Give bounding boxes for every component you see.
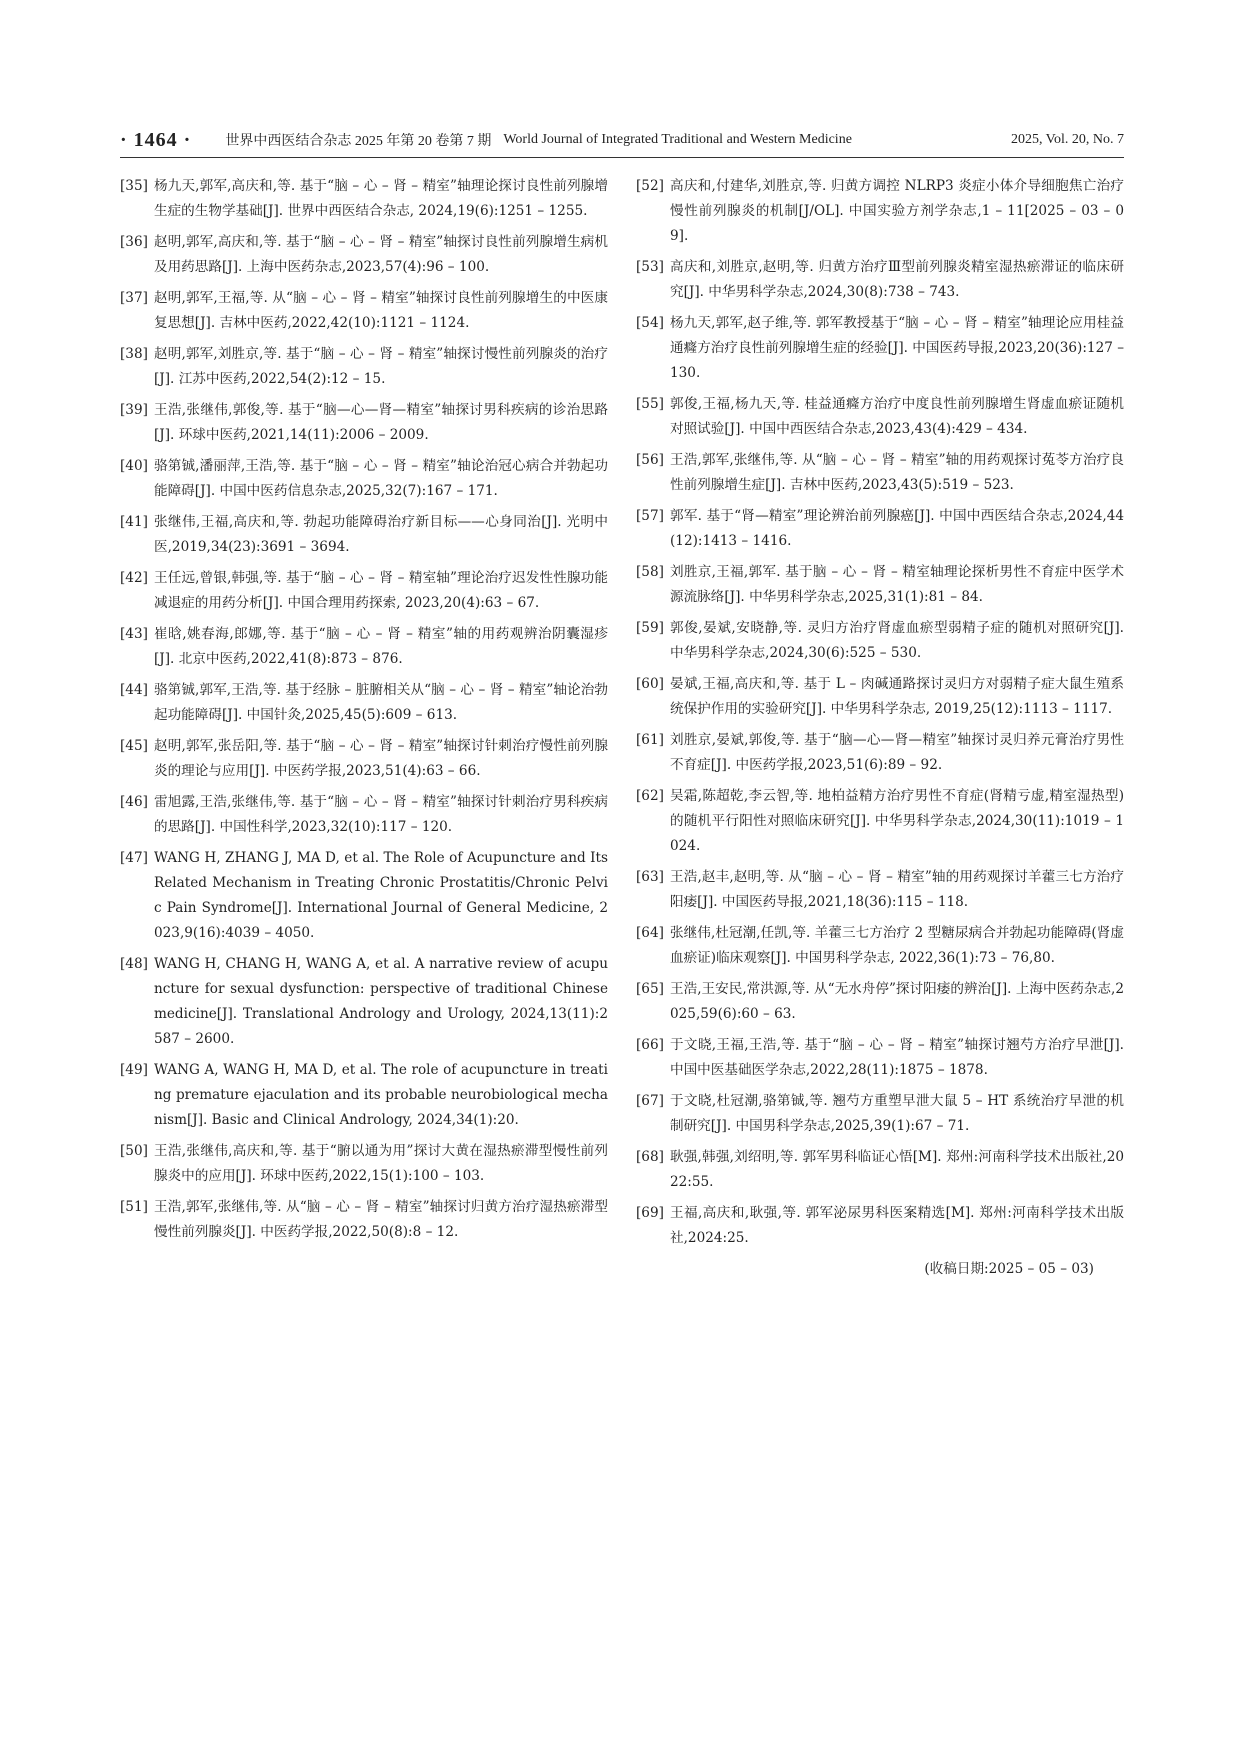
reference-item (636, 392, 1124, 442)
reference-number: [65] (636, 981, 664, 997)
references-left-column (120, 174, 608, 1251)
journal-title-en: World Journal of Integrated Traditional and Western Medicine (503, 132, 852, 147)
reference-item (120, 286, 608, 336)
reference-item (120, 678, 608, 728)
reference-number: [47] (120, 850, 148, 866)
reference-text: 王浩,郭军,张继伟,等. 从“脑 – 心 – 肾 – 精室”轴的用药观探讨菟苓方治疗良性前列腺增生症[J]. 吉林中医药,2023,43(5):519 – 523. (670, 452, 1124, 493)
reference-number: [51] (120, 1199, 148, 1215)
reference-item (636, 311, 1124, 386)
reference-number: [57] (636, 508, 664, 524)
reference-item (120, 1139, 608, 1189)
reference-text: 吴霜,陈超乾,李云智,等. 地柏益精方治疗男性不育症(肾精亏虚,精室湿热型)的随机平行阳性对照临床研究[J]. 中华男科学杂志,2024,30(11):1019 – 1024. (670, 788, 1124, 854)
reference-text: WANG H, CHANG H, WANG A, et al. A narrative review of acupuncture for sexual dysfunction: perspective of traditional Chinese medicine[J]. Translational Andrology and Urology, 2024,13(11):2587 – 2600. (154, 956, 608, 1047)
reference-number: [49] (120, 1062, 148, 1078)
reference-text: 赵明,郭军,刘胜京,等. 基于“脑 – 心 – 肾 – 精室”轴探讨慢性前列腺炎的治疗[J]. 江苏中医药,2022,54(2):12 – 15. (154, 346, 608, 387)
reference-text: 崔晗,姚春海,郎娜,等. 基于“脑 – 心 – 肾 – 精室”轴的用药观辨治阴囊湿疹[J]. 北京中医药,2022,41(8):873 – 876. (154, 626, 608, 667)
reference-text: WANG H, ZHANG J, MA D, et al. The Role of Acupuncture and Its Related Mechanism in Treating Chronic Prostatitis/Chronic Pelvic Pain Syndrome[J]. International Journal of General Medicine, 2023,9(16):4039 – 4050. (154, 850, 608, 941)
reference-text: 赵明,郭军,高庆和,等. 基于“脑 – 心 – 肾 – 精室”轴探讨良性前列腺增生病机及用药思路[J]. 上海中医药杂志,2023,57(4):96 – 100. (154, 234, 608, 275)
reference-text: 刘胜京,晏斌,郭俊,等. 基于“脑—心—肾—精室”轴探讨灵归养元膏治疗男性不育症[J]. 中医药学报,2023,51(6):89 – 92. (670, 732, 1124, 773)
reference-number: [60] (636, 676, 664, 692)
reference-item (636, 560, 1124, 610)
reference-text: 晏斌,王福,高庆和,等. 基于 L – 肉碱通路探讨灵归方对弱精子症大鼠生殖系统保护作用的实验研究[J]. 中华男科学杂志, 2019,25(12):1113 – 1117. (670, 676, 1124, 717)
reference-text: 王浩,郭军,张继伟,等. 从“脑 – 心 – 肾 – 精室”轴探讨归黄方治疗湿热瘀滞型慢性前列腺炎[J]. 中医药学报,2022,50(8):8 – 12. (154, 1199, 608, 1240)
reference-text: 王任远,曾银,韩强,等. 基于“脑 – 心 – 肾 – 精室轴”理论治疗迟发性性腺功能减退症的用药分析[J]. 中国合理用药探索, 2023,20(4):63 – 67. (154, 570, 608, 611)
reference-item (120, 566, 608, 616)
reference-number: [39] (120, 402, 148, 418)
reference-item (120, 1195, 608, 1245)
reference-text: 高庆和,付建华,刘胜京,等. 归黄方调控 NLRP3 炎症小体介导细胞焦亡治疗慢性前列腺炎的机制[J/OL]. 中国实验方剂学杂志,1 – 11[2025 – 03 – 09]. (670, 178, 1124, 244)
reference-text: 雷旭露,王浩,张继伟,等. 基于“脑 – 心 – 肾 – 精室”轴探讨针刺治疗男科疾病的思路[J]. 中国性科学,2023,32(10):117 – 120. (154, 794, 608, 835)
reference-text: 郭俊,王福,杨九天,等. 桂益通癃方治疗中度良性前列腺增生肾虚血瘀证随机对照试验[J]. 中国中西医结合杂志,2023,43(4):429 – 434. (670, 396, 1124, 437)
reference-item (120, 174, 608, 224)
reference-number: [46] (120, 794, 148, 810)
reference-number: [38] (120, 346, 148, 362)
reference-number: [66] (636, 1037, 664, 1053)
reference-item (120, 510, 608, 560)
reference-number: [54] (636, 315, 664, 331)
reference-text: 郭俊,晏斌,安晓静,等. 灵归方治疗肾虚血瘀型弱精子症的随机对照研究[J]. 中华男科学杂志,2024,30(6):525 – 530. (670, 620, 1124, 661)
reference-number: [42] (120, 570, 148, 586)
page-number: · 1464 · (120, 128, 192, 151)
reference-number: [36] (120, 234, 148, 250)
running-header (120, 125, 1124, 155)
received-date: (收稿日期:2025 – 05 – 03) (924, 1261, 1094, 1277)
reference-item (120, 790, 608, 840)
reference-item (636, 1145, 1124, 1195)
reference-item (636, 1201, 1124, 1251)
reference-item (636, 448, 1124, 498)
reference-item (636, 1089, 1124, 1139)
reference-number: [53] (636, 259, 664, 275)
header-rule (120, 157, 1124, 158)
reference-text: 耿强,韩强,刘绍明,等. 郭军男科临证心悟[M]. 郑州:河南科学技术出版社,2022:55. (670, 1149, 1124, 1190)
reference-text: 王浩,张继伟,高庆和,等. 基于“腑以通为用”探讨大黄在湿热瘀滞型慢性前列腺炎中的应用[J]. 环球中医药,2022,15(1):100 – 103. (154, 1143, 608, 1184)
reference-text: 于文晓,王福,王浩,等. 基于“脑 – 心 – 肾 – 精室”轴探讨翘芍方治疗早泄[J]. 中国中医基础医学杂志,2022,28(11):1875 – 1878. (670, 1037, 1124, 1078)
reference-text: 杨九天,郭军,赵子维,等. 郭军教授基于“脑 – 心 – 肾 – 精室”轴理论应用桂益通癃方治疗良性前列腺增生症的经验[J]. 中国医药导报,2023,20(36):127 – 130. (670, 315, 1124, 381)
reference-number: [40] (120, 458, 148, 474)
reference-item (120, 846, 608, 946)
reference-text: 王福,高庆和,耿强,等. 郭军泌尿男科医案精选[M]. 郑州:河南科学技术出版社,2024:25. (670, 1205, 1124, 1246)
reference-number: [58] (636, 564, 664, 580)
reference-number: [43] (120, 626, 148, 642)
reference-item (120, 342, 608, 392)
reference-number: [67] (636, 1093, 664, 1109)
reference-item (636, 865, 1124, 915)
reference-item (636, 1033, 1124, 1083)
reference-item (636, 504, 1124, 554)
reference-item (636, 977, 1124, 1027)
reference-text: 骆第铖,潘丽萍,王浩,等. 基于“脑 – 心 – 肾 – 精室”轴论治冠心病合并勃起功能障碍[J]. 中国中医药信息杂志,2025,32(7):167 – 171. (154, 458, 608, 499)
reference-number: [50] (120, 1143, 148, 1159)
reference-item (120, 734, 608, 784)
reference-number: [61] (636, 732, 664, 748)
reference-item (120, 622, 608, 672)
reference-item (120, 230, 608, 280)
reference-text: 杨九天,郭军,高庆和,等. 基于“脑 – 心 – 肾 – 精室”轴理论探讨良性前列腺增生症的生物学基础[J]. 世界中西医结合杂志, 2024,19(6):1251 – 1255. (154, 178, 608, 219)
reference-text: 刘胜京,王福,郭军. 基于脑 – 心 – 肾 – 精室轴理论探析男性不育症中医学术源流脉络[J]. 中华男科学杂志,2025,31(1):81 – 84. (670, 564, 1124, 605)
issue-info: 2025, Vol. 20, No. 7 (1010, 132, 1124, 147)
reference-text: 王浩,张继伟,郭俊,等. 基于“脑—心—肾—精室”轴探讨男科疾病的诊治思路[J]. 环球中医药,2021,14(11):2006 – 2009. (154, 402, 608, 443)
reference-number: [35] (120, 178, 148, 194)
reference-text: 王浩,王安民,常洪源,等. 从“无水舟停”探讨阳痿的辨治[J]. 上海中医药杂志,2025,59(6):60 – 63. (670, 981, 1124, 1022)
reference-item (636, 672, 1124, 722)
reference-number: [59] (636, 620, 664, 636)
reference-item (636, 921, 1124, 971)
reference-number: [56] (636, 452, 664, 468)
reference-number: [41] (120, 514, 148, 530)
reference-text: 于文晓,杜冠潮,骆第铖,等. 翘芍方重塑早泄大鼠 5 – HT 系统治疗早泄的机制研究[J]. 中国男科学杂志,2025,39(1):67 – 71. (670, 1093, 1124, 1134)
reference-text: 赵明,郭军,张岳阳,等. 基于“脑 – 心 – 肾 – 精室”轴探讨针刺治疗慢性前列腺炎的理论与应用[J]. 中医药学报,2023,51(4):63 – 66. (154, 738, 608, 779)
reference-text: 高庆和,刘胜京,赵明,等. 归黄方治疗Ⅲ型前列腺炎精室湿热瘀滞证的临床研究[J]. 中华男科学杂志,2024,30(8):738 – 743. (670, 259, 1124, 300)
references-right-column (636, 174, 1124, 1282)
reference-number: [48] (120, 956, 148, 972)
reference-number: [55] (636, 396, 664, 412)
reference-item (636, 784, 1124, 859)
reference-text: WANG A, WANG H, MA D, et al. The role of acupuncture in treating premature ejaculation and its probable neurobiological mechanism[J]. Basic and Clinical Andrology, 2024,34(1):20. (154, 1062, 608, 1128)
reference-number: [44] (120, 682, 148, 698)
reference-text: 张继伟,杜冠潮,任凯,等. 羊藿三七方治疗 2 型糖尿病合并勃起功能障碍(肾虚血瘀证)临床观察[J]. 中国男科学杂志, 2022,36(1):73 – 76,80. (670, 925, 1124, 966)
reference-item (636, 255, 1124, 305)
reference-number: [68] (636, 1149, 664, 1165)
reference-number: [63] (636, 869, 664, 885)
journal-title-cn: 世界中西医结合杂志 2025 年第 20 卷第 7 期 (225, 134, 492, 149)
reference-item (636, 174, 1124, 249)
reference-number: [69] (636, 1205, 664, 1221)
reference-number: [52] (636, 178, 664, 194)
reference-text: 骆第铖,郭军,王浩,等. 基于经脉 – 脏腑相关从“脑 – 心 – 肾 – 精室”轴论治勃起功能障碍[J]. 中国针灸,2025,45(5):609 – 613. (154, 682, 608, 723)
reference-item (120, 1058, 608, 1133)
reference-number: [64] (636, 925, 664, 941)
reference-item (120, 454, 608, 504)
reference-item (120, 398, 608, 448)
reference-item (120, 952, 608, 1052)
reference-number: [37] (120, 290, 148, 306)
reference-number: [45] (120, 738, 148, 754)
reference-item (636, 616, 1124, 666)
reference-text: 张继伟,王福,高庆和,等. 勃起功能障碍治疗新目标——心身同治[J]. 光明中医,2019,34(23):3691 – 3694. (154, 514, 608, 555)
reference-item (636, 728, 1124, 778)
reference-text: 赵明,郭军,王福,等. 从“脑 – 心 – 肾 – 精室”轴探讨良性前列腺增生的中医康复思想[J]. 吉林中医药,2022,42(10):1121 – 1124. (154, 290, 608, 331)
reference-text: 郭军. 基于“肾—精室”理论辨治前列腺癌[J]. 中国中西医结合杂志,2024,44(12):1413 – 1416. (670, 508, 1124, 549)
reference-text: 王浩,赵丰,赵明,等. 从“脑 – 心 – 肾 – 精室”轴的用药观探讨羊藿三七方治疗阳痿[J]. 中国医药导报,2021,18(36):115 – 118. (670, 869, 1124, 910)
reference-number: [62] (636, 788, 664, 804)
